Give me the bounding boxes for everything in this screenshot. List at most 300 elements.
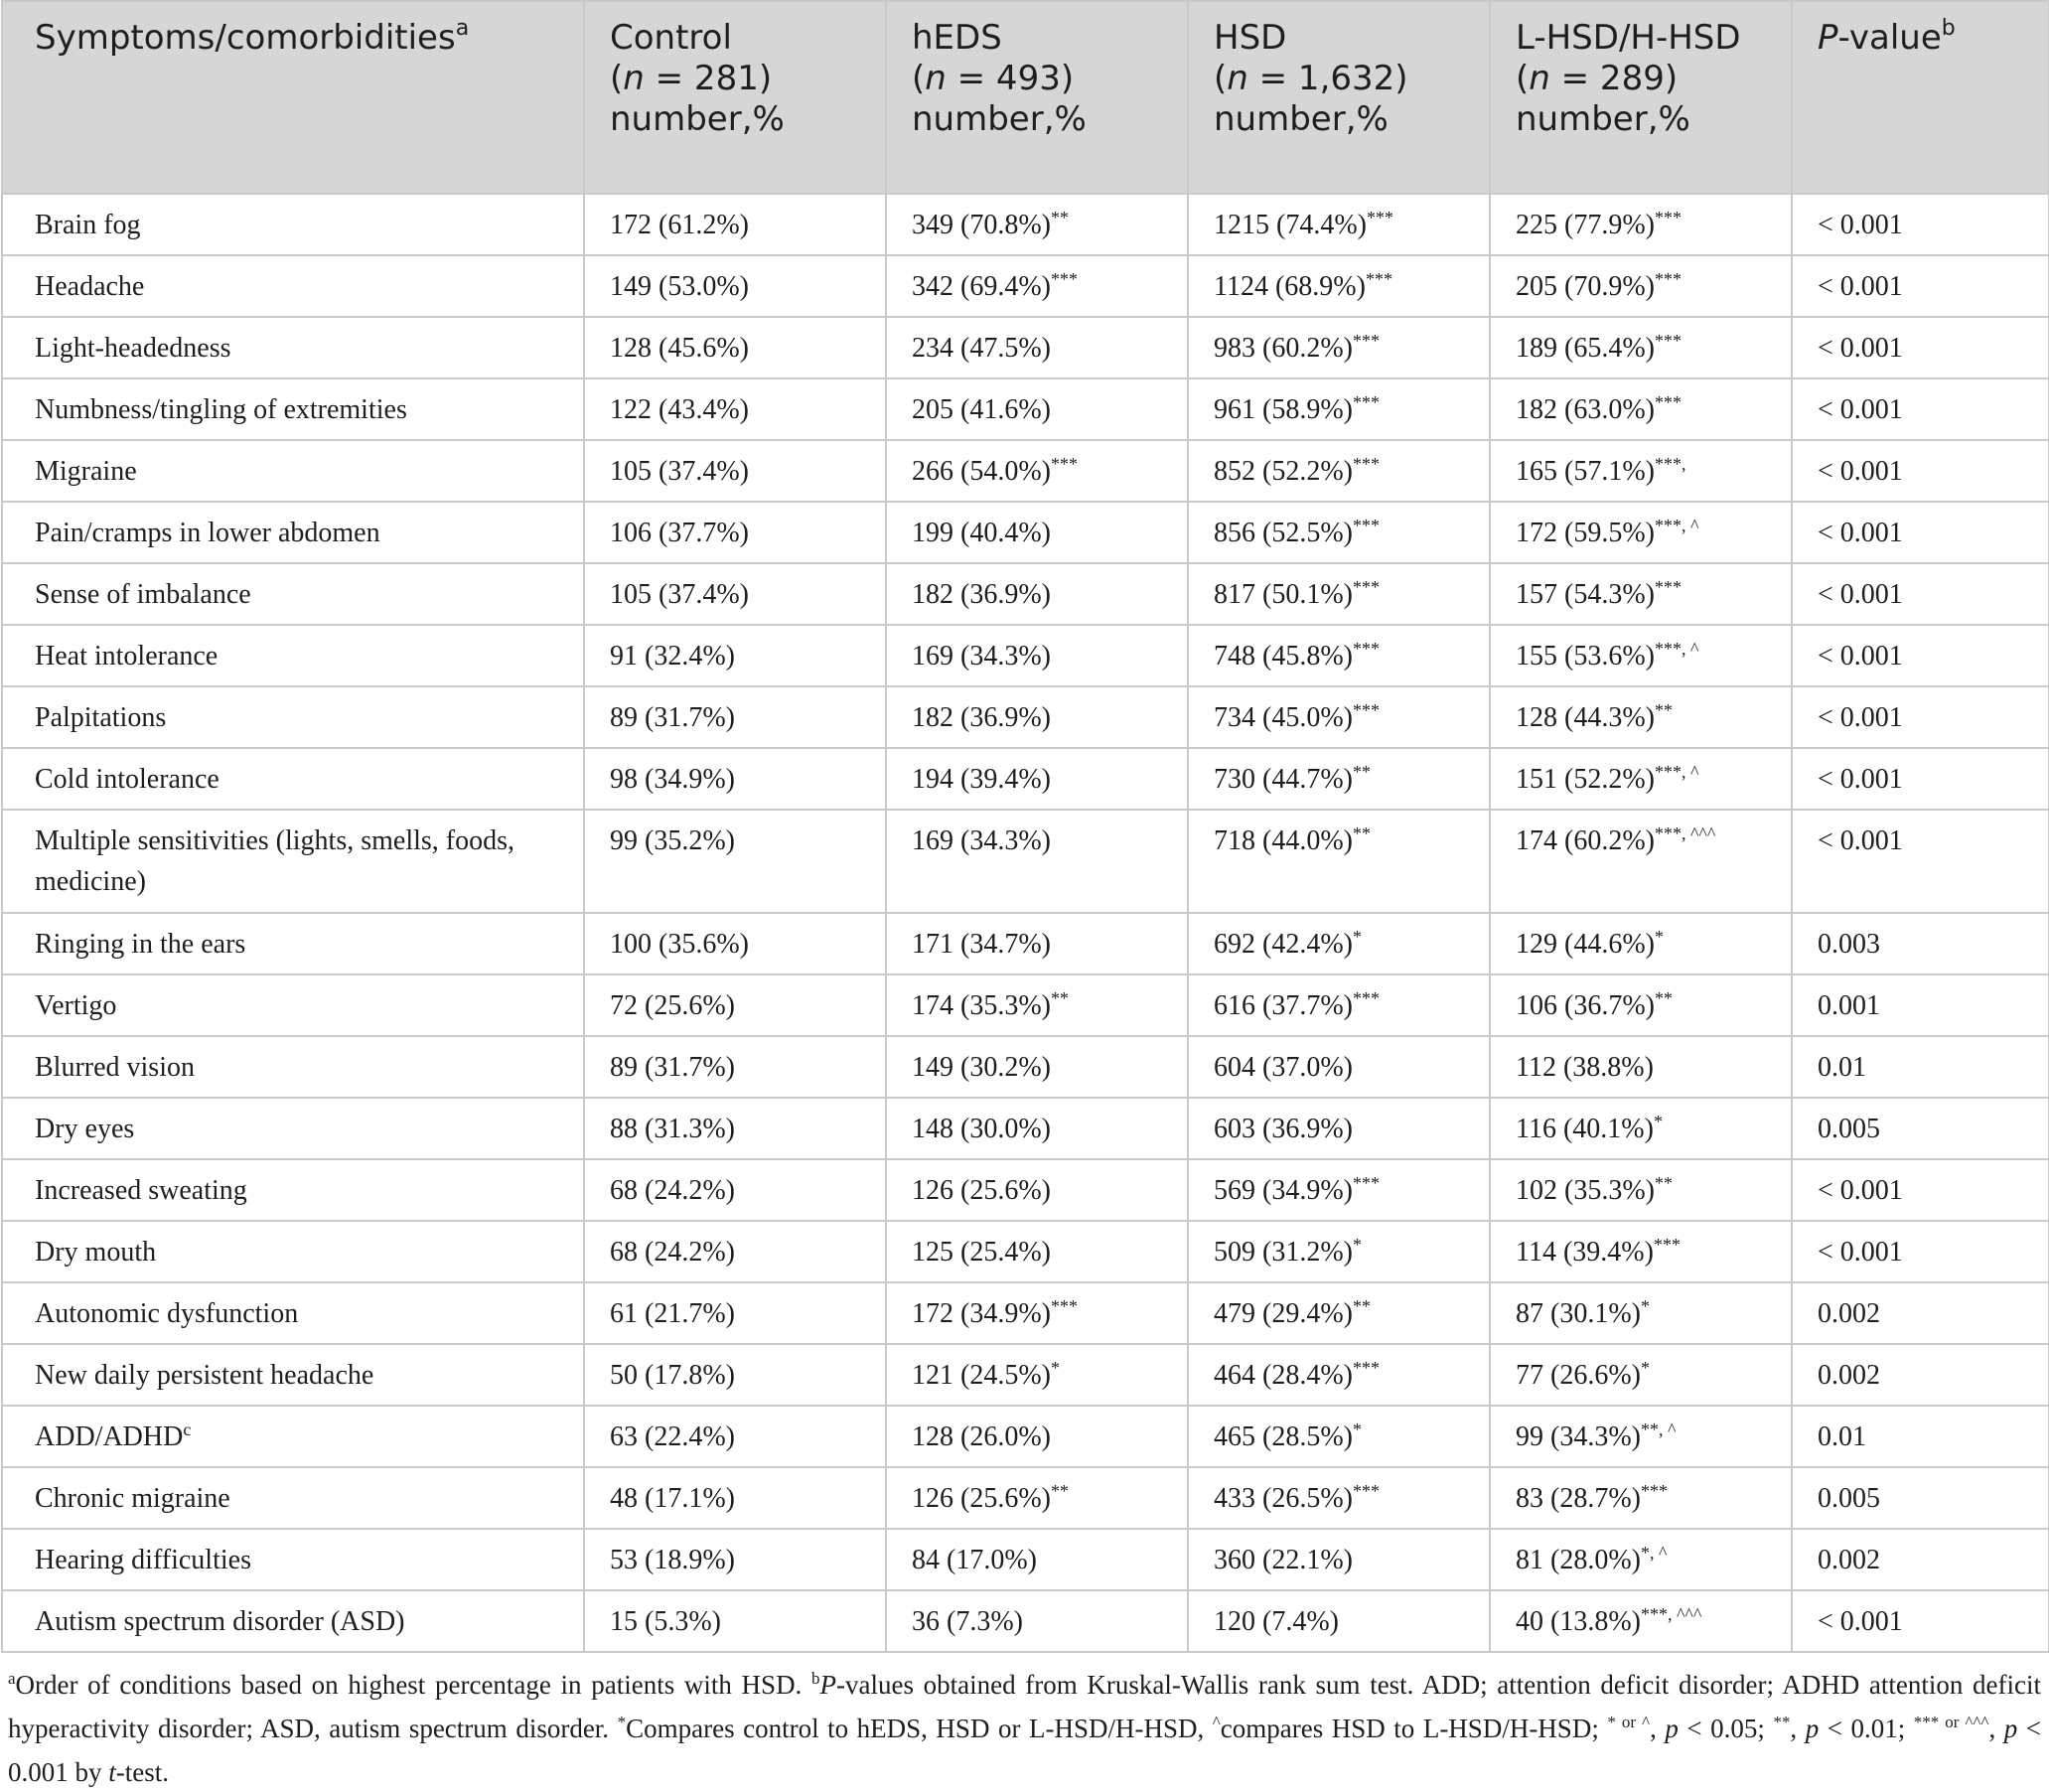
cell-value: 174 (35.3%) [912, 990, 1051, 1021]
header-heds-name: hEDS [912, 18, 1002, 58]
significance-mark: *** [1654, 269, 1682, 289]
header-n-prefix: ( [1516, 59, 1530, 98]
symptom-label: Pain/cramps in lower abdomen [35, 518, 380, 548]
cell-lh [1490, 194, 1792, 255]
cell-heds [886, 974, 1188, 1036]
cell-value: 349 (70.8%) [912, 210, 1051, 240]
cell-symptom [2, 1344, 584, 1406]
header-n-suffix: = 289) [1549, 59, 1679, 98]
table-row [2, 1159, 2049, 1221]
header-pvalue-var: P [1818, 18, 1838, 58]
header-lhsd-n [1516, 59, 1781, 99]
cell-symptom [2, 1406, 584, 1467]
cell-pvalue [1792, 440, 2049, 502]
cell-value: 165 (57.1%) [1516, 456, 1655, 487]
header-pvalue-label: -value [1837, 18, 1942, 58]
table-body [2, 194, 2049, 1652]
cell-value: 63 (22.4%) [610, 1421, 735, 1452]
header-pvalue-sup: b [1941, 16, 1956, 41]
significance-mark: *** [1352, 1358, 1380, 1378]
cell-value: 604 (37.0%) [1214, 1052, 1353, 1083]
symptom-label: Heat intolerance [35, 641, 219, 672]
cell-hsd [1188, 502, 1490, 563]
cell-lh [1490, 1406, 1792, 1467]
cell-value: 225 (77.9%) [1516, 210, 1655, 240]
cell-value: 692 (42.4%) [1214, 929, 1353, 960]
table-row [2, 913, 2049, 974]
header-hsd [1188, 1, 1490, 194]
significance-mark: *** [1365, 269, 1392, 289]
symptom-label: Hearing difficulties [35, 1545, 251, 1575]
table-footnote: $^a$Order of conditions based on highest percentage in patients with HSD. $^b$P-values obtained from Kruskal-Wallis rank sum test. ADD; attention deficit disorder; ADHD attention deficit hyperactivity disorder; ASD, autism spectrum disorder. *Compares control to hEDS, HSD or L-HSD/H-HSD, ^compares HSD to L-HSD/H-HSD; $^{* or \^{}}$, p < 0.05; **, p < 0.01; $^{*** or \^{}\^{}\^{}}$, p < 0.001 by t-test. [8, 1669, 2041, 1787]
symptom-label: Headache [35, 271, 145, 302]
cell-value: 89 (31.7%) [610, 702, 735, 733]
cell-value: 169 (34.3%) [912, 641, 1051, 672]
cell-symptom [2, 502, 584, 563]
cell-lh [1490, 913, 1792, 974]
significance-mark: * [1653, 1112, 1663, 1131]
cell-hsd [1188, 255, 1490, 317]
cell-hsd [1188, 1467, 1490, 1529]
significance-mark: * [1050, 1358, 1060, 1378]
significance-mark: ** [1050, 1481, 1069, 1501]
cell-value: 157 (54.3%) [1516, 579, 1655, 610]
footnote-sig3-mark: *** or ^^^ [1913, 1713, 1989, 1731]
comorbidities-table [1, 0, 2049, 1653]
significance-mark: ***, ^^^ [1654, 823, 1716, 843]
cell-hsd [1188, 913, 1490, 974]
footnote-p-var: p [2003, 1714, 2018, 1743]
cell-control [584, 1282, 886, 1344]
cell-lh [1490, 625, 1792, 686]
cell-symptom [2, 1036, 584, 1098]
cell-value: 194 (39.4%) [912, 764, 1051, 795]
cell-value: 121 (24.5%) [912, 1360, 1051, 1391]
footnote-b-mark: b [810, 1669, 820, 1688]
cell-value: 50 (17.8%) [610, 1360, 735, 1391]
cell-pvalue [1792, 563, 2049, 625]
cell-value: 120 (7.4%) [1214, 1606, 1339, 1637]
cell-hsd [1188, 625, 1490, 686]
cell-control [584, 255, 886, 317]
cell-symptom [2, 255, 584, 317]
cell-value: 961 (58.9%) [1214, 394, 1353, 425]
significance-mark: * [1654, 927, 1664, 947]
significance-mark: *** [1050, 1296, 1078, 1316]
pvalue: < 0.001 [1818, 641, 1903, 672]
cell-hsd [1188, 440, 1490, 502]
cell-value: 100 (35.6%) [610, 929, 749, 960]
table-row [2, 625, 2049, 686]
cell-control [584, 625, 886, 686]
cell-lh [1490, 1282, 1792, 1344]
header-n-var: n [1529, 59, 1550, 98]
cell-pvalue [1792, 317, 2049, 378]
symptom-label: Cold intolerance [35, 764, 220, 795]
cell-pvalue [1792, 378, 2049, 440]
cell-control [584, 810, 886, 913]
pvalue: < 0.001 [1818, 825, 1903, 856]
cell-hsd [1188, 686, 1490, 748]
footnote-sig2-text: < 0.01; [1819, 1714, 1914, 1743]
cell-lh [1490, 748, 1792, 810]
cell-symptom [2, 1467, 584, 1529]
symptom-label: Brain fog [35, 210, 141, 240]
table-row [2, 378, 2049, 440]
cell-value: 126 (25.6%) [912, 1483, 1051, 1514]
cell-lh [1490, 1036, 1792, 1098]
footnote-a-text: Order of conditions based on highest percentage in patients with HSD. [15, 1670, 811, 1700]
cell-pvalue [1792, 974, 2049, 1036]
cell-lh [1490, 1590, 1792, 1652]
significance-mark: *, ^ [1640, 1543, 1668, 1563]
header-n-prefix: ( [912, 59, 926, 98]
cell-value: 149 (53.0%) [610, 271, 749, 302]
pvalue: < 0.001 [1818, 579, 1903, 610]
significance-mark: *** [1352, 1173, 1380, 1193]
significance-mark: ***, ^ [1654, 639, 1699, 659]
cell-value: 266 (54.0%) [912, 456, 1051, 487]
header-lhsd-name: L-HSD/H-HSD [1516, 18, 1741, 58]
symptom-footnote-mark: c [183, 1419, 192, 1439]
cell-value: 128 (26.0%) [912, 1421, 1051, 1452]
cell-heds [886, 810, 1188, 913]
pvalue: 0.001 [1818, 990, 1880, 1021]
cell-value: 106 (37.7%) [610, 518, 749, 548]
cell-pvalue [1792, 810, 2049, 913]
cell-value: 171 (34.7%) [912, 929, 1051, 960]
header-control-name: Control [610, 18, 732, 58]
pvalue: < 0.001 [1818, 1175, 1903, 1206]
cell-symptom [2, 563, 584, 625]
cell-heds [886, 1282, 1188, 1344]
significance-mark: *** [1654, 392, 1682, 412]
cell-value: 87 (30.1%) [1516, 1298, 1641, 1329]
cell-value: 126 (25.6%) [912, 1175, 1051, 1206]
cell-control [584, 563, 886, 625]
cell-lh [1490, 1221, 1792, 1282]
symptom-label: ADD/ADHD [35, 1421, 184, 1452]
cell-hsd [1188, 317, 1490, 378]
cell-control [584, 1344, 886, 1406]
significance-mark: * [1640, 1296, 1650, 1316]
symptom-label: Dry mouth [35, 1237, 157, 1268]
symptom-label: Sense of imbalance [35, 579, 251, 610]
cell-control [584, 1098, 886, 1159]
significance-mark: *** [1352, 700, 1380, 720]
cell-pvalue [1792, 1221, 2049, 1282]
cell-pvalue [1792, 1406, 2049, 1467]
cell-symptom [2, 378, 584, 440]
cell-value: 61 (21.7%) [610, 1298, 735, 1329]
cell-symptom [2, 440, 584, 502]
cell-value: 77 (26.6%) [1516, 1360, 1641, 1391]
cell-control [584, 378, 886, 440]
header-n-prefix: ( [610, 59, 624, 98]
cell-control [584, 748, 886, 810]
cell-hsd [1188, 974, 1490, 1036]
cell-value: 1124 (68.9%) [1214, 271, 1366, 302]
cell-value: 433 (26.5%) [1214, 1483, 1353, 1514]
header-n-var: n [623, 59, 645, 98]
cell-control [584, 913, 886, 974]
pvalue: < 0.001 [1818, 333, 1903, 364]
significance-mark: * [1352, 1235, 1362, 1255]
header-heds [886, 1, 1188, 194]
footnote-sig1-mark: * or ^ [1607, 1713, 1651, 1731]
pvalue: 0.01 [1818, 1052, 1866, 1083]
header-lhsd-hhsd [1490, 1, 1792, 194]
pvalue: < 0.001 [1818, 456, 1903, 487]
significance-mark: *** [1640, 1481, 1668, 1501]
cell-symptom [2, 625, 584, 686]
significance-mark: *** [1654, 331, 1682, 351]
cell-value: 182 (36.9%) [912, 579, 1051, 610]
header-n-prefix: ( [1214, 59, 1228, 98]
header-hsd-unit: number,% [1214, 99, 1389, 139]
symptom-label: Migraine [35, 456, 137, 487]
cell-value: 89 (31.7%) [610, 1052, 735, 1083]
cell-value: 155 (53.6%) [1516, 641, 1655, 672]
cell-pvalue [1792, 1590, 2049, 1652]
footnote-sig3-text: < 0.001 by [8, 1714, 2041, 1787]
significance-mark: *** [1654, 208, 1682, 227]
cell-heds [886, 440, 1188, 502]
table-row [2, 255, 2049, 317]
pvalue: 0.002 [1818, 1298, 1880, 1329]
cell-control [584, 686, 886, 748]
symptom-label: Chronic migraine [35, 1483, 230, 1514]
cell-pvalue [1792, 1467, 2049, 1529]
cell-control [584, 1467, 886, 1529]
cell-control [584, 194, 886, 255]
cell-value: 205 (70.9%) [1516, 271, 1655, 302]
cell-value: 102 (35.3%) [1516, 1175, 1655, 1206]
cell-pvalue [1792, 1529, 2049, 1590]
header-hsd-n [1214, 59, 1479, 99]
footnote-a-mark: a [8, 1669, 16, 1688]
significance-mark: ** [1050, 988, 1069, 1008]
cell-heds [886, 563, 1188, 625]
table-row [2, 194, 2049, 255]
cell-control [584, 1590, 886, 1652]
significance-mark: ***, ^ [1654, 762, 1699, 782]
cell-hsd [1188, 810, 1490, 913]
significance-mark: ** [1050, 208, 1069, 227]
pvalue: 0.005 [1818, 1483, 1880, 1514]
cell-value: 53 (18.9%) [610, 1545, 735, 1575]
cell-control [584, 1159, 886, 1221]
cell-pvalue [1792, 913, 2049, 974]
footnote-sig1-text: < 0.05; [1678, 1714, 1774, 1743]
cell-value: 88 (31.3%) [610, 1114, 735, 1144]
cell-value: 234 (47.5%) [912, 333, 1051, 364]
cell-heds [886, 378, 1188, 440]
footnote-caret-text: compares HSD to L-HSD/H-HSD; [1220, 1714, 1608, 1743]
cell-heds [886, 1221, 1188, 1282]
cell-control [584, 440, 886, 502]
cell-hsd [1188, 1344, 1490, 1406]
footnote-b-var: P [819, 1670, 836, 1700]
symptom-label: Numbness/tingling of extremities [35, 394, 407, 425]
cell-value: 48 (17.1%) [610, 1483, 735, 1514]
header-control [584, 1, 886, 194]
cell-value: 718 (44.0%) [1214, 825, 1353, 856]
cell-pvalue [1792, 1098, 2049, 1159]
header-pvalue [1792, 1, 2049, 194]
cell-heds [886, 1406, 1188, 1467]
cell-value: 172 (34.9%) [912, 1298, 1051, 1329]
pvalue: < 0.001 [1818, 394, 1903, 425]
cell-value: 360 (22.1%) [1214, 1545, 1353, 1575]
footnote-sig2-mark: ** [1773, 1713, 1791, 1731]
cell-value: 122 (43.4%) [610, 394, 749, 425]
significance-mark: * [1640, 1358, 1650, 1378]
cell-value: 983 (60.2%) [1214, 333, 1353, 364]
cell-heds [886, 1036, 1188, 1098]
table-row [2, 1467, 2049, 1529]
significance-mark: ***, ^ [1654, 516, 1699, 535]
pvalue: < 0.001 [1818, 1237, 1903, 1268]
cell-value: 68 (24.2%) [610, 1175, 735, 1206]
cell-value: 149 (30.2%) [912, 1052, 1051, 1083]
pvalue: < 0.001 [1818, 271, 1903, 302]
header-row [2, 1, 2049, 194]
cell-control [584, 974, 886, 1036]
cell-value: 99 (34.3%) [1516, 1421, 1641, 1452]
cell-value: 81 (28.0%) [1516, 1545, 1641, 1575]
cell-lh [1490, 255, 1792, 317]
cell-value: 734 (45.0%) [1214, 702, 1353, 733]
cell-lh [1490, 502, 1792, 563]
cell-value: 172 (61.2%) [610, 210, 749, 240]
cell-value: 817 (50.1%) [1214, 579, 1353, 610]
cell-symptom [2, 1590, 584, 1652]
footnote-b-text: -values obtained from Kruskal-Wallis rank sum test. ADD; attention deficit disorder; ADHD attention deficit hyperactivity disorder; ASD, autism spectrum disorder. [8, 1670, 2041, 1743]
pvalue: < 0.001 [1818, 210, 1903, 240]
cell-value: 125 (25.4%) [912, 1237, 1051, 1268]
cell-symptom [2, 1282, 584, 1344]
symptom-label: Dry eyes [35, 1114, 135, 1144]
significance-mark: ** [1352, 1296, 1371, 1316]
header-n-suffix: = 281) [644, 59, 773, 98]
symptom-label: Increased sweating [35, 1175, 247, 1206]
table-row [2, 1036, 2049, 1098]
cell-symptom [2, 1529, 584, 1590]
pvalue: 0.002 [1818, 1360, 1880, 1391]
significance-mark: *** [1352, 392, 1380, 412]
cell-value: 116 (40.1%) [1516, 1114, 1654, 1144]
cell-value: 1215 (74.4%) [1214, 210, 1367, 240]
cell-symptom [2, 810, 584, 913]
cell-lh [1490, 440, 1792, 502]
cell-heds [886, 1590, 1188, 1652]
cell-value: 852 (52.2%) [1214, 456, 1353, 487]
cell-value: 172 (59.5%) [1516, 518, 1655, 548]
cell-control [584, 317, 886, 378]
significance-mark: *** [1352, 577, 1380, 597]
significance-mark: * [1352, 927, 1362, 947]
cell-pvalue [1792, 255, 2049, 317]
cell-value: 72 (25.6%) [610, 990, 735, 1021]
cell-value: 15 (5.3%) [610, 1606, 721, 1637]
significance-mark: *** [1653, 1235, 1681, 1255]
table-header [2, 1, 2049, 194]
header-symptoms-label: Symptoms/comorbidities [35, 18, 456, 58]
cell-value: 40 (13.8%) [1516, 1606, 1641, 1637]
significance-mark: *** [1050, 269, 1078, 289]
cell-heds [886, 1529, 1188, 1590]
table-row [2, 1406, 2049, 1467]
cell-symptom [2, 1159, 584, 1221]
cell-control [584, 1529, 886, 1590]
cell-pvalue [1792, 194, 2049, 255]
footnote-t-text: -test. [115, 1757, 170, 1787]
cell-value: 856 (52.5%) [1214, 518, 1353, 548]
cell-value: 730 (44.7%) [1214, 764, 1353, 795]
table-row [2, 810, 2049, 913]
symptom-label: Vertigo [35, 990, 117, 1021]
pvalue: < 0.001 [1818, 518, 1903, 548]
cell-hsd [1188, 1590, 1490, 1652]
cell-hsd [1188, 748, 1490, 810]
cell-value: 509 (31.2%) [1214, 1237, 1353, 1268]
cell-lh [1490, 1344, 1792, 1406]
table-row [2, 748, 2049, 810]
footnote-caret-mark: ^ [1212, 1713, 1221, 1731]
cell-value: 169 (34.3%) [912, 825, 1051, 856]
cell-value: 464 (28.4%) [1214, 1360, 1353, 1391]
pvalue: < 0.001 [1818, 764, 1903, 795]
cell-value: 68 (24.2%) [610, 1237, 735, 1268]
cell-symptom [2, 974, 584, 1036]
symptom-label: Palpitations [35, 702, 167, 733]
pvalue: 0.005 [1818, 1114, 1880, 1144]
cell-symptom [2, 194, 584, 255]
cell-value: 205 (41.6%) [912, 394, 1051, 425]
header-n-suffix: = 493) [946, 59, 1075, 98]
cell-symptom [2, 1221, 584, 1282]
cell-value: 479 (29.4%) [1214, 1298, 1353, 1329]
cell-heds [886, 1159, 1188, 1221]
cell-symptom [2, 748, 584, 810]
header-heds-unit: number,% [912, 99, 1087, 139]
table-row [2, 1590, 2049, 1652]
cell-lh [1490, 378, 1792, 440]
significance-mark: ***, [1654, 454, 1686, 474]
cell-control [584, 502, 886, 563]
pvalue: 0.002 [1818, 1545, 1880, 1575]
cell-symptom [2, 913, 584, 974]
symptom-label: Multiple sensitivities (lights, smells, foods, medicine) [35, 825, 514, 897]
cell-heds [886, 317, 1188, 378]
cell-value: 199 (40.4%) [912, 518, 1051, 548]
symptom-label: Autism spectrum disorder (ASD) [35, 1606, 405, 1637]
pvalue: < 0.001 [1818, 1606, 1903, 1637]
cell-control [584, 1406, 886, 1467]
table-row [2, 686, 2049, 748]
cell-heds [886, 686, 1188, 748]
table-row [2, 1529, 2049, 1590]
cell-value: 182 (36.9%) [912, 702, 1051, 733]
table-row [2, 1098, 2049, 1159]
symptom-label: Light-headedness [35, 333, 231, 364]
table-row [2, 1282, 2049, 1344]
cell-heds [886, 502, 1188, 563]
header-n-var: n [925, 59, 947, 98]
cell-lh [1490, 686, 1792, 748]
cell-hsd [1188, 1529, 1490, 1590]
